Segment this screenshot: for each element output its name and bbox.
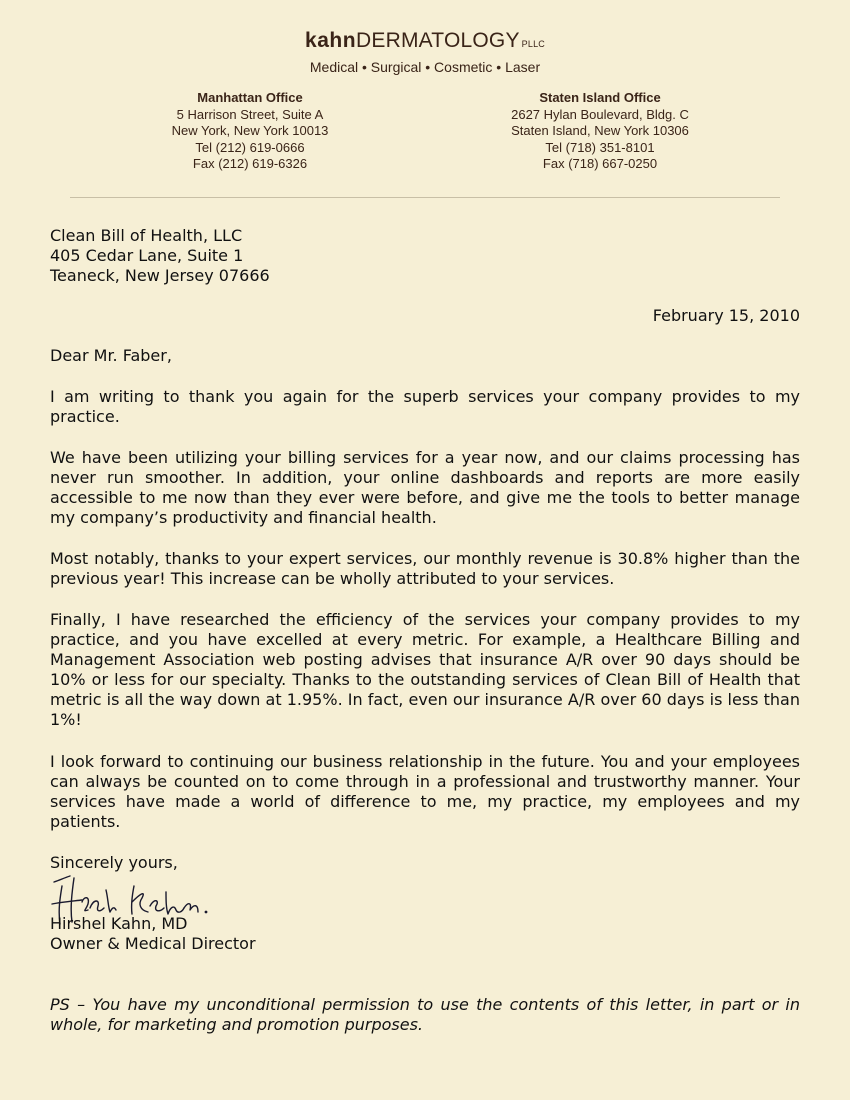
- closing: Sincerely yours,: [50, 853, 178, 872]
- logo-brand-suffix: PLLC: [521, 39, 545, 49]
- office-street: 2627 Hylan Boulevard, Bldg. C: [511, 106, 689, 122]
- office-name: Manhattan Office: [197, 90, 303, 105]
- letter-date: February 15, 2010: [652, 306, 800, 325]
- office-tel: Tel (718) 351-8101: [545, 139, 655, 155]
- letterhead: [0, 28, 850, 76]
- office-staten-island: [450, 90, 750, 173]
- tagline: Medical • Surgical • Cosmetic • Laser: [309, 59, 541, 75]
- company-logo: [0, 28, 850, 57]
- office-manhattan: [100, 90, 400, 173]
- postscript: PS – You have my unconditional permission to use the contents of this letter, in part or in whole, for marketing and promotion purposes.: [50, 995, 800, 1034]
- body-paragraph-3: Most notably, thanks to your expert services, our monthly revenue is 30.8% higher than the previous year! This increase can be wholly attributed to your services.: [50, 549, 800, 588]
- body-paragraph-1: I am writing to thank you again for the superb services your company provides to my practice.: [50, 387, 800, 426]
- recipient-street: 405 Cedar Lane, Suite 1: [50, 246, 244, 265]
- office-tel: Tel (212) 619-0666: [195, 139, 305, 155]
- office-name: Staten Island Office: [539, 90, 661, 105]
- body-paragraph-5: I look forward to continuing our business relationship in the future. You and your employees can always be counted on to come through in a professional and trustworthy manner. Your services have made a world of difference to me, my practice, my employees and my patients.: [50, 752, 800, 831]
- office-fax: Fax (718) 667-0250: [542, 156, 658, 171]
- office-street: 5 Harrison Street, Suite A: [176, 106, 324, 122]
- logo-brand-rest: DERMATOLOGY: [356, 29, 520, 52]
- body-paragraph-2: We have been utilizing your billing services for a year now, and our claims processing has never run smoother. In addition, your online dashboards and reports are more easily accessible to me now than they ever were before, and give me the tools to better manage my company’s productivity and financial health.: [50, 448, 800, 527]
- signer-name: Hirshel Kahn, MD: [50, 914, 188, 933]
- logo-brand-bold: kahn: [305, 29, 357, 52]
- signer-title: Owner & Medical Director: [50, 934, 256, 953]
- office-city: Staten Island, New York 10306: [511, 123, 689, 138]
- recipient-city: Teaneck, New Jersey 07666: [50, 266, 270, 285]
- recipient-company: Clean Bill of Health, LLC: [50, 226, 243, 245]
- body-paragraph-4: Finally, I have researched the efficiency of the services your company provides to my practice, and you have excelled at every metric. For example, a Healthcare Billing and Management Association web posting advises that insurance A/R over 90 days should be 10% or less for our specialty. Thanks to the outstanding services of Clean Bill of Health that metric is all the way down at 1.95%. In fact, even our insurance A/R over 60 days is less than 1%!: [50, 610, 800, 729]
- header-divider: [70, 197, 780, 198]
- recipient-address: [50, 226, 800, 286]
- office-fax: Fax (212) 619-6326: [192, 156, 308, 171]
- office-city: New York, New York 10013: [171, 123, 329, 138]
- salutation: Dear Mr. Faber,: [50, 346, 172, 365]
